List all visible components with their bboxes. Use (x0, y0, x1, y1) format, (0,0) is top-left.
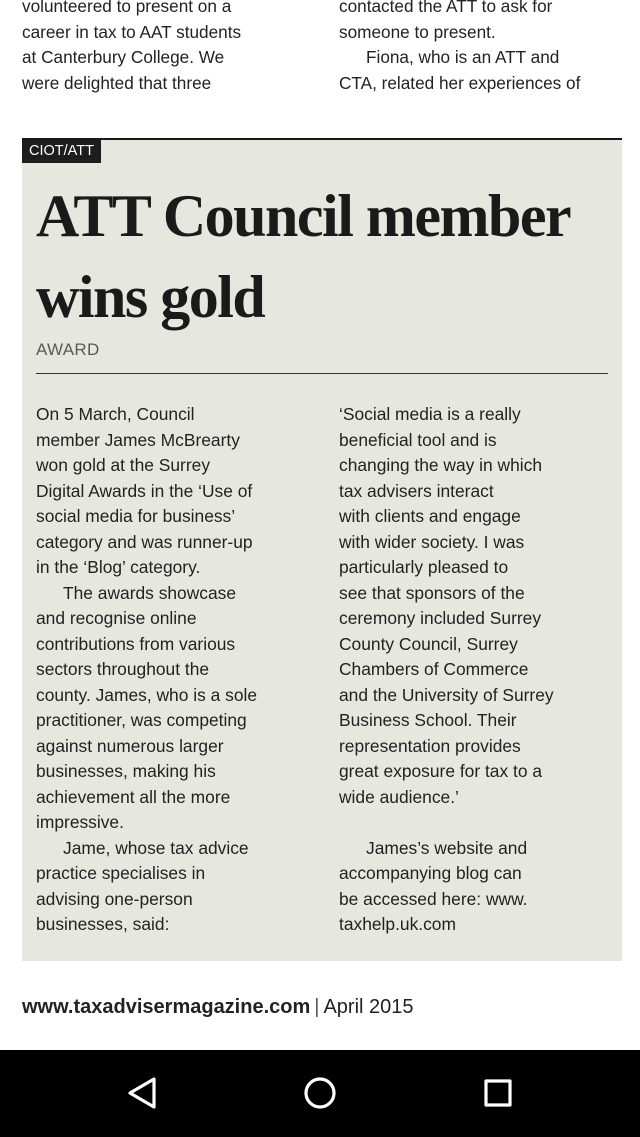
text-line: tax advisers interact (339, 480, 494, 501)
text-line: advising one-person (36, 888, 193, 909)
text-line: The awards showcase (63, 582, 237, 603)
text-line: representation provides (339, 735, 521, 756)
previous-article-left-column (22, 0, 317, 96)
text-line: beneficial tool and is (339, 429, 497, 450)
text-line: ‘Social media is a really (339, 404, 521, 424)
text-line: career in tax to AAT students (22, 21, 242, 42)
footer-url: www.taxadvisermagazine.com (22, 996, 311, 1018)
text-line: member James McBrearty (36, 429, 240, 450)
home-button[interactable] (295, 1068, 345, 1118)
text-line: contributions from various (36, 633, 236, 654)
android-navigation-bar (0, 1050, 640, 1137)
page-footer (22, 996, 414, 1019)
headline-divider (36, 373, 608, 374)
text-line: great exposure for tax to a (339, 761, 543, 781)
article-kicker: AWARD (36, 340, 100, 359)
text-line: with clients and engage (339, 506, 521, 526)
text-line: volunteered to present on a (22, 0, 232, 16)
recent-apps-button[interactable] (473, 1068, 523, 1118)
text-line: accompanying blog can (339, 863, 522, 883)
paragraph-gap (339, 810, 614, 836)
text-line: and the University of Surrey (339, 684, 554, 705)
text-line: CTA, related her experiences of (339, 72, 581, 93)
text-line: wide audience.’ (339, 786, 459, 807)
text-line: at Canterbury College. We (22, 47, 225, 67)
text-line: and recognise online (36, 608, 197, 628)
previous-article-right-column (339, 0, 629, 96)
text-line: changing the way in which (339, 455, 543, 475)
text-line: county. James, who is a sole (36, 684, 258, 705)
headline-line: wins gold (36, 264, 265, 330)
article-headline (36, 176, 616, 338)
text-line: County Council, Surrey (339, 633, 518, 654)
text-line: won gold at the Surrey (36, 455, 211, 475)
headline-line: ATT Council member (36, 183, 571, 249)
footer-date: April 2015 (323, 996, 414, 1018)
text-line: were delighted that three (22, 72, 212, 93)
text-line: practice specialises in (36, 863, 206, 883)
text-line: impressive. (36, 812, 124, 832)
text-line: Digital Awards in the ‘Use of (36, 480, 253, 501)
home-circle-icon (303, 1076, 337, 1110)
text-line: On 5 March, Council (36, 404, 195, 424)
recent-apps-square-icon (481, 1076, 515, 1110)
text-line: Business School. Their (339, 710, 517, 730)
text-line: see that sponsors of the (339, 582, 525, 603)
text-line: category and was runner-up (36, 531, 253, 552)
text-line: against numerous larger (36, 735, 224, 756)
text-line: be accessed here: www. (339, 888, 528, 909)
text-line: Jame, whose tax advice (63, 837, 249, 858)
text-line: businesses, making his (36, 761, 216, 781)
text-line: businesses, said: (36, 914, 170, 934)
text-line: sectors throughout the (36, 659, 210, 679)
text-line: social media for business’ (36, 506, 236, 526)
text-line: Fiona, who is an ATT and (366, 47, 560, 67)
back-button[interactable] (117, 1068, 167, 1118)
text-line: in the ‘Blog’ category. (36, 557, 201, 577)
text-line: someone to present. (339, 21, 496, 42)
section-tag: CIOT/ATT (22, 140, 101, 163)
text-line: particularly pleased to (339, 557, 509, 577)
footer-separator: | (314, 996, 320, 1018)
text-line: contacted the ATT to ask for (339, 0, 553, 16)
text-line: with wider society. I was (339, 531, 525, 552)
article-right-column (339, 402, 614, 938)
previous-article-text (0, 0, 640, 94)
text-line: taxhelp.uk.com (339, 914, 456, 934)
article-box (22, 138, 622, 961)
text-line: ceremony included Surrey (339, 608, 542, 628)
text-line: achievement all the more (36, 786, 231, 807)
text-line: James’s website and (366, 837, 528, 858)
text-line: Chambers of Commerce (339, 659, 529, 679)
back-triangle-icon (125, 1076, 159, 1110)
text-line: practitioner, was competing (36, 710, 247, 730)
article-left-column (36, 402, 321, 938)
